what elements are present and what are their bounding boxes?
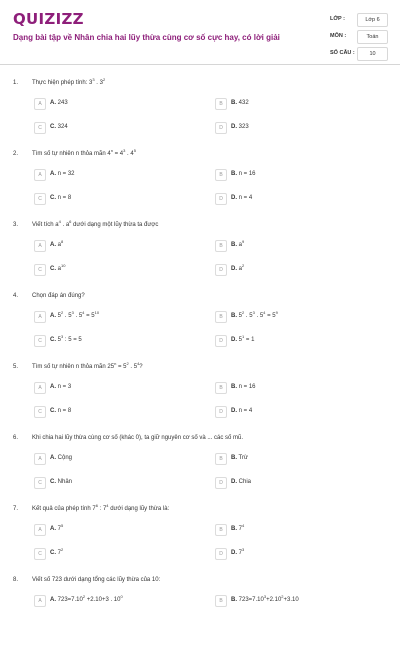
option-key: B. [231,313,237,319]
option-letter-box: D [215,548,227,560]
option-letter-box: A [34,311,46,323]
option-text [231,594,299,603]
option-key: B. [231,242,237,248]
option-text [50,594,123,603]
option-text [50,384,71,390]
option-letter-box: C [34,406,46,418]
option-text [50,124,68,130]
option-value: $723=7.10^2 +2.10+3$ . $10^0$ [56,594,123,603]
option-value: Cộng [56,455,73,461]
header [0,0,400,62]
option-value: $a^{10}$ [56,263,66,272]
option-key: C. [50,408,56,414]
question-text: Thực hiện phép tính: $3^3$ . $3^2$ [32,77,106,86]
option-letter-box: B [215,382,227,394]
option-value: n = 8 [56,408,72,414]
option-letter-box: A [34,382,46,394]
option-value: n = 16 [237,384,256,390]
option-letter-box: C [34,548,46,560]
option-letter-box: C [34,264,46,276]
option-value: $7^3$ [237,547,245,556]
option-value: Chia [237,479,252,485]
option-key: C. [50,195,56,201]
option-key: C. [50,266,56,272]
quiz-meta [330,13,388,64]
option-text [231,239,245,248]
option-value: $5^1 = 1$ [237,334,255,343]
option-key: B. [231,455,237,461]
option-text [50,263,66,272]
option-key: A. [50,100,56,106]
question-number: 4. [13,293,19,299]
option-text [50,523,64,532]
option-letter-box: A [34,240,46,252]
option-text [50,408,71,414]
option-letter-box: C [34,335,46,347]
option-value: $5^2$ . $5^3$ . $5^4 = 5^9$ [237,310,278,319]
option-value: $a^8$ [56,239,64,248]
option-letter-box: B [215,311,227,323]
option-value: n = 4 [237,408,253,414]
option-text [231,523,245,532]
option-letter-box: D [215,477,227,489]
option-text [231,124,249,130]
option-letter-box: D [215,122,227,134]
option-text [50,310,100,319]
option-key: D. [231,337,237,343]
option-key: B. [231,171,237,177]
option-key: D. [231,124,237,130]
option-letter-box: A [34,453,46,465]
option-letter-box: B [215,98,227,110]
question-item [0,148,400,222]
option-text [231,100,249,106]
option-key: D. [231,266,237,272]
option-letter-box: A [34,169,46,181]
option-value: n = 8 [56,195,72,201]
option-text [231,171,256,177]
option-text [50,239,64,248]
option-value: 432 [237,100,249,106]
option-value: n = 3 [56,384,72,390]
option-letter-box: A [34,524,46,536]
option-letter-box: A [34,595,46,607]
meta-row [330,47,388,61]
option-text [50,171,75,177]
option-text [231,310,278,319]
option-text [231,263,245,272]
option-key: B. [231,100,237,106]
option-letter-box: B [215,524,227,536]
question-text: Kết quả của phép tính $7^6$ : $7^4$ dưới dạng lũy thừa là: [32,503,170,512]
option-key: C. [50,550,56,556]
question-text: Viết số 723 dưới dạng tổng các lũy thừa của 10: [32,577,161,583]
option-value: 324 [56,124,68,130]
option-letter-box: B [215,240,227,252]
option-key: B. [231,526,237,532]
option-key: A. [50,384,56,390]
option-letter-box: D [215,264,227,276]
option-text [231,195,252,201]
option-letter-box: D [215,406,227,418]
option-key: A. [50,455,56,461]
option-letter-box: A [34,98,46,110]
question-item [0,361,400,435]
option-text [231,455,248,461]
option-key: D. [231,479,237,485]
question-number: 8. [13,577,19,583]
option-value: 243 [56,100,68,106]
meta-value: Toán [357,30,388,44]
option-text [50,455,72,461]
option-value: Nhân [56,479,73,485]
option-value: $a^2$ [237,263,245,272]
option-key: D. [231,195,237,201]
option-value: 323 [237,124,249,130]
option-value: n = 32 [56,171,75,177]
question-text: Tìm số tự nhiên n thỏa mãn $4^n = 4^3$ . $4^5$ [32,148,136,157]
question-text: Tìm số tự nhiên n thỏa mãn $25^n = 5^2$ . $5^4$? [32,361,143,370]
option-text [231,334,255,343]
option-text [50,100,68,106]
option-letter-box: C [34,477,46,489]
option-value: Trừ [237,455,249,461]
option-key: A. [50,171,56,177]
option-key: A. [50,597,56,603]
meta-value: 10 [357,47,388,61]
question-item [0,503,400,577]
option-text [50,547,64,556]
option-key: A. [50,526,56,532]
option-key: C. [50,124,56,130]
option-text [50,195,71,201]
option-value: n = 16 [237,171,256,177]
question-number: 3. [13,222,19,228]
option-key: C. [50,337,56,343]
option-text [231,384,256,390]
question-number: 5. [13,364,19,370]
option-text [50,334,82,343]
option-value: $7^5$ [56,523,64,532]
option-key: A. [50,313,56,319]
option-key: A. [50,242,56,248]
question-item [0,77,400,151]
option-value: $5^2$ . $5^3$ . $5^4 = 5^{10}$ [56,310,100,319]
option-value: $7^4$ [237,523,245,532]
meta-label: MÔN : [330,33,347,39]
header-divider [0,64,400,65]
option-key: B. [231,597,237,603]
question-number: 6. [13,435,19,441]
question-item [0,435,400,506]
meta-label: LỚP : [330,16,345,22]
question-item [0,577,400,648]
question-text: Viết tích $a^4$ . $a^6$ dưới dạng một lũy thừa ta được [32,219,159,228]
option-text [231,408,252,414]
option-letter-box: C [34,193,46,205]
option-letter-box: B [215,595,227,607]
question-number: 2. [13,151,19,157]
option-text [50,479,72,485]
option-text [231,547,245,556]
option-key: D. [231,408,237,414]
option-value: $5^3$ : 5 = 5 [56,334,82,343]
quizizz-logo: QUIZIZZ [13,10,84,28]
option-key: D. [231,550,237,556]
option-key: C. [50,479,56,485]
option-letter-box: D [215,193,227,205]
option-letter-box: B [215,169,227,181]
option-letter-box: D [215,335,227,347]
option-text [231,479,251,485]
question-number: 7. [13,506,19,512]
option-value: $a^9$ [237,239,245,248]
option-value: $7^2$ [56,547,64,556]
question-text: Khi chia hai lũy thừa cùng cơ số (khác 0), ta giữ nguyên cơ số và ... các số mũ. [32,435,244,441]
page-title: Dạng bài tập về Nhân chia hai lũy thừa cùng cơ số cực hay, có lời giải [13,33,280,42]
option-key: B. [231,384,237,390]
meta-row [330,30,388,44]
question-item [0,293,400,364]
option-value: $723=7.10^3+2.10^2+3.10$ [237,594,299,603]
option-value: n = 4 [237,195,253,201]
option-letter-box: B [215,453,227,465]
question-item [0,219,400,293]
question-number: 1. [13,80,19,86]
question-text: Chọn đáp án đúng? [32,293,85,299]
meta-value: Lớp 6 [357,13,388,27]
meta-label: SỐ CÂU : [330,50,355,56]
option-letter-box: C [34,122,46,134]
meta-row [330,13,388,27]
